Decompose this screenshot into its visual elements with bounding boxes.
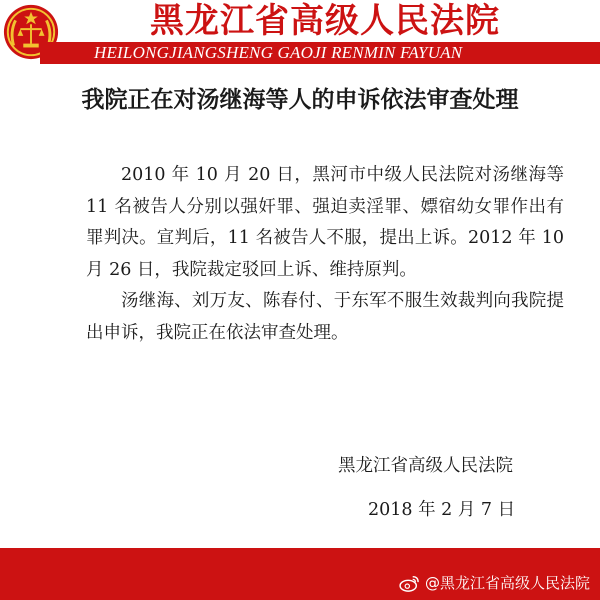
signature: 黑龙江省高级人民法院 (338, 456, 513, 476)
court-name-pinyin: HEILONGJIANGSHENG GAOJI RENMIN FAYUAN (94, 43, 463, 62)
document-date: 2018 年 2 月 7 日 (368, 500, 516, 520)
paragraph-1: 2010 年 10 月 20 日，黑河市中级人民法院对汤继海等 11 名被告人分别以强奸罪、强迫卖淫罪、嫖宿幼女罪作出有罪判决。宣判后，11 名被告人不服，提出上诉。2012 年 10 月 26 日，我院裁定驳回上诉、维持原判。 (86, 165, 564, 280)
watermark-text: @黑龙江省高级人民法院 (424, 574, 590, 592)
header (0, 0, 600, 68)
weibo-icon (399, 574, 421, 592)
paragraph-2: 汤继海、刘万友、陈春付、于东军不服生效裁判向我院提出申诉，我院正在依法审查处理。 (86, 291, 564, 343)
document-body (86, 160, 564, 349)
court-name-title: 黑龙江省高级人民法院 (150, 1, 500, 41)
weibo-watermark (399, 573, 590, 593)
document-title: 我院正在对汤继海等人的申诉依法审查处理 (81, 86, 519, 113)
